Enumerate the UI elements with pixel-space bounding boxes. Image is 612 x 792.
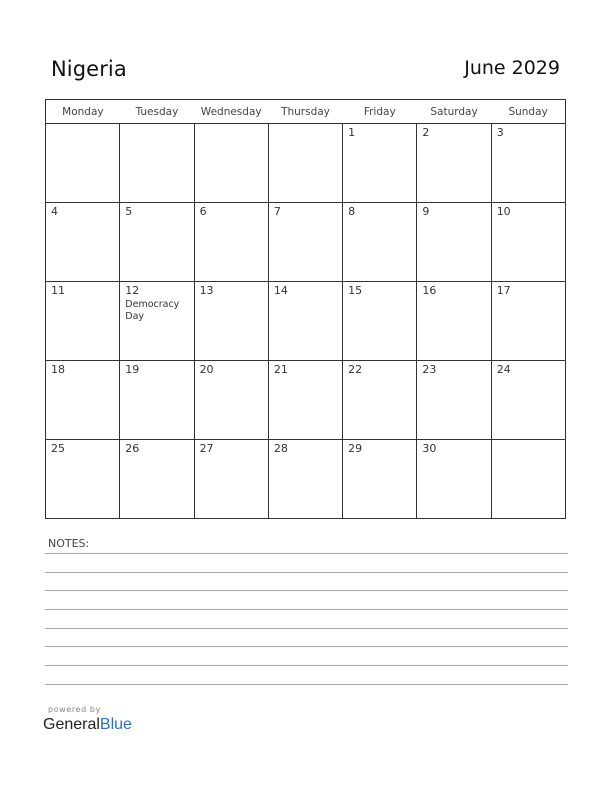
day-cell [491, 203, 565, 282]
week-row [46, 440, 566, 519]
day-cell [343, 203, 417, 282]
weekday-header: Monday [46, 100, 120, 124]
notes-line [45, 646, 568, 647]
day-cell [194, 440, 268, 519]
day-number: 10 [496, 205, 511, 218]
day-number: 11 [51, 284, 65, 297]
day-number: 8 [348, 205, 356, 218]
day-cell [268, 361, 342, 440]
brand-general: General [43, 716, 100, 733]
day-number: 1 [348, 126, 356, 139]
notes-line [45, 609, 568, 610]
day-cell [194, 282, 268, 361]
brand-blue: Blue [99, 716, 132, 733]
notes-line [45, 665, 568, 666]
day-cell [194, 203, 268, 282]
day-cell [120, 282, 194, 361]
day-cell [120, 440, 194, 519]
notes-label: NOTES: [48, 537, 90, 550]
country-title: Nigeria [51, 57, 127, 81]
day-cell [491, 282, 565, 361]
day-cell [120, 124, 194, 203]
day-number: 28 [273, 442, 288, 455]
day-number: 3 [496, 126, 504, 139]
day-number: 21 [273, 363, 288, 376]
day-number: 27 [199, 442, 214, 455]
day-number: 4 [51, 205, 58, 218]
day-cell [417, 203, 491, 282]
week-row [46, 282, 566, 361]
day-cell [268, 203, 342, 282]
day-cell [194, 361, 268, 440]
day-cell [417, 361, 491, 440]
weekday-header: Sunday [491, 100, 565, 124]
notes-line [45, 684, 568, 685]
day-cell [194, 124, 268, 203]
weekday-header: Thursday [268, 100, 342, 124]
day-number: 2 [422, 126, 430, 139]
day-cell [343, 361, 417, 440]
day-cell [417, 124, 491, 203]
day-number: 26 [125, 442, 140, 455]
weekday-header: Wednesday [194, 100, 268, 124]
notes-line [45, 553, 568, 554]
weekday-header-row [46, 100, 566, 124]
day-cell [46, 440, 120, 519]
day-number: 18 [51, 363, 65, 376]
day-number: 13 [199, 284, 214, 297]
notes-line [45, 590, 568, 591]
weekday-header: Saturday [417, 100, 491, 124]
day-number: 23 [422, 363, 437, 376]
week-row [46, 361, 566, 440]
day-number: 5 [125, 205, 133, 218]
day-number: 22 [348, 363, 363, 376]
day-number: 12 [125, 284, 140, 297]
month-year-title: June 2029 [464, 57, 560, 79]
day-cell [491, 440, 565, 519]
generalblue-logo [43, 716, 132, 734]
holiday-label: Democracy Day [125, 299, 180, 322]
day-cell [491, 124, 565, 203]
day-cell [491, 361, 565, 440]
day-cell [268, 124, 342, 203]
powered-by-text: powered by [48, 705, 101, 714]
day-cell [46, 124, 120, 203]
day-cell [417, 440, 491, 519]
day-number: 29 [348, 442, 363, 455]
day-number: 9 [422, 205, 430, 218]
weekday-header: Tuesday [120, 100, 194, 124]
day-number: 30 [422, 442, 437, 455]
day-number: 24 [496, 363, 511, 376]
day-number: 14 [273, 284, 288, 297]
day-cell [46, 203, 120, 282]
weekday-header: Friday [343, 100, 417, 124]
week-row [46, 203, 566, 282]
notes-line [45, 572, 568, 573]
day-cell [343, 282, 417, 361]
day-number: 20 [199, 363, 214, 376]
day-cell [46, 361, 120, 440]
day-number: 7 [273, 205, 281, 218]
day-cell [120, 203, 194, 282]
day-number: 6 [199, 205, 207, 218]
day-number: 25 [51, 442, 65, 455]
day-cell [343, 440, 417, 519]
day-number: 15 [348, 284, 363, 297]
day-number: 17 [496, 284, 511, 297]
day-cell [120, 361, 194, 440]
day-cell [343, 124, 417, 203]
week-row [46, 124, 566, 203]
day-cell [46, 282, 120, 361]
day-cell [268, 440, 342, 519]
day-number: 16 [422, 284, 437, 297]
day-number: 19 [125, 363, 140, 376]
notes-line [45, 628, 568, 629]
day-cell [417, 282, 491, 361]
day-cell [268, 282, 342, 361]
calendar-grid [45, 99, 566, 519]
